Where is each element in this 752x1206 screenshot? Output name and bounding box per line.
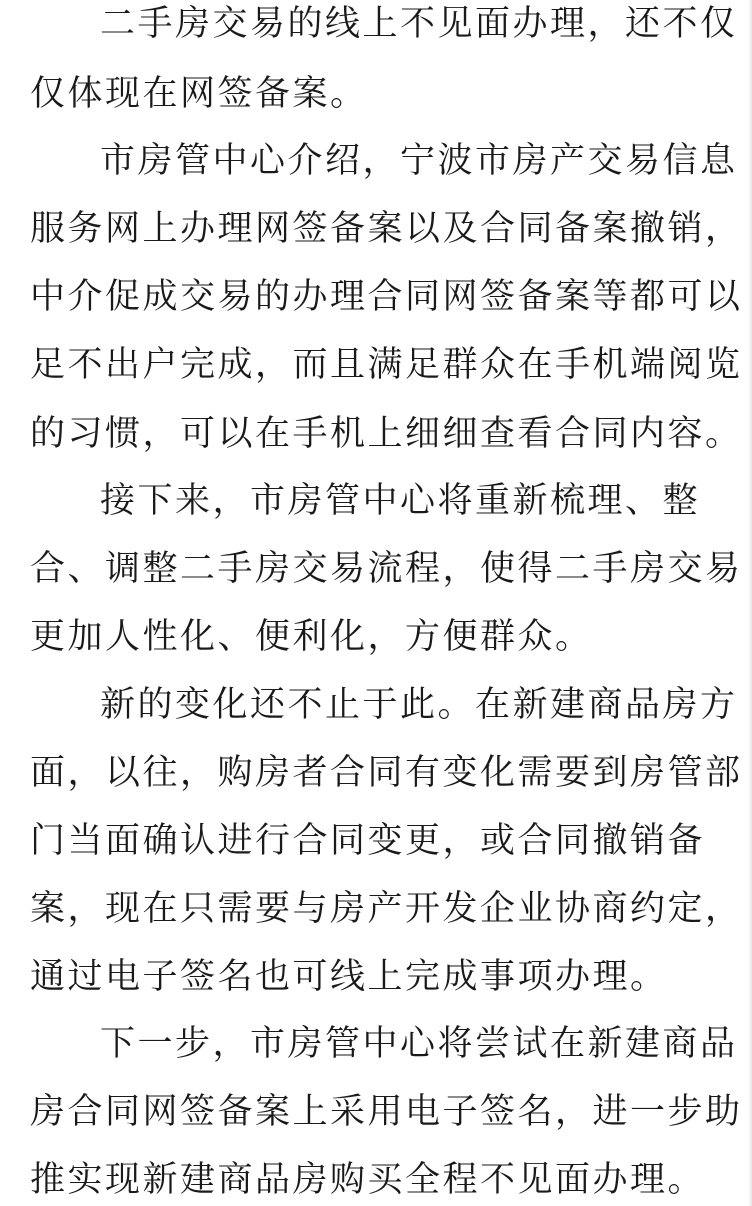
paragraph-5-line-3: 推实现新建商品房购买全程不见面办理。	[30, 1160, 706, 1200]
page-edge-shadow	[748, 0, 752, 1206]
paragraph-2-line-3: 中介促成交易的办理合同网签备案等都可以	[30, 277, 743, 317]
paragraph-2-line-1: 市房管中心介绍，宁波市房产交易信息	[100, 141, 738, 181]
paragraph-4-line-2: 面，以往，购房者合同有变化需要到房管部	[30, 753, 743, 793]
paragraph-4-line-5: 通过电子签名也可线上完成事项办理。	[30, 957, 668, 997]
paragraph-5-line-1: 下一步，市房管中心将尝试在新建商品	[100, 1024, 738, 1064]
paragraph-4-line-3: 门当面确认进行合同变更，或合同撤销备	[30, 821, 706, 861]
paragraph-1-line-1: 二手房交易的线上不见面办理，还不仅	[100, 4, 738, 44]
paragraph-2-line-5: 的习惯，可以在手机上细细查看合同内容。	[30, 414, 743, 454]
paragraph-2-line-4: 足不出户完成，而且满足群众在手机端阅览	[30, 345, 743, 385]
paragraph-3-line-2: 合、调整二手房交易流程，使得二手房交易	[30, 549, 743, 589]
paragraph-4-line-1: 新的变化还不止于此。在新建商品房方	[100, 685, 738, 725]
paragraph-3-line-1: 接下来，市房管中心将重新梳理、整	[100, 481, 701, 521]
paragraph-3-line-3: 更加人性化、便利化，方便群众。	[30, 617, 593, 657]
paragraph-1-line-2: 仅体现在网签备案。	[30, 74, 368, 114]
paragraph-5-line-2: 房合同网签备案上采用电子签名，进一步助	[30, 1092, 743, 1132]
paragraph-4-line-4: 案，现在只需要与房产开发企业协商约定，	[30, 889, 743, 929]
paragraph-2-line-2: 服务网上办理网签备案以及合同备案撤销，	[30, 209, 743, 249]
